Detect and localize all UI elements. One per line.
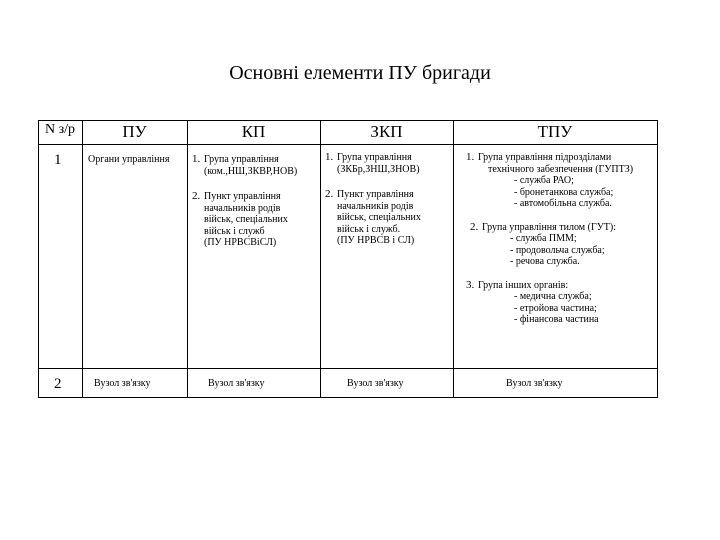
row-1-tpu <box>466 152 633 326</box>
col-divider-4 <box>453 120 454 398</box>
table-bottom-border <box>38 397 658 398</box>
tpu-group-3-sub: - медична служба; <box>514 291 592 302</box>
tpu-group-1-head: технічного забезпечення (ГУПТЗ) <box>488 163 634 175</box>
header-tpu: ТПУ <box>537 122 573 141</box>
row-2-num: 2 <box>54 376 62 392</box>
zkp-item-2-line: начальників родів <box>337 200 414 212</box>
tpu-group-1 <box>466 152 633 210</box>
table-left-border <box>38 120 39 398</box>
row-divider <box>38 368 658 369</box>
tpu-group-3-sub: - фінансова частина <box>514 314 599 325</box>
page-title: Основні елементи ПУ бригади <box>229 62 491 84</box>
tpu-group-2-sub: - речова служба. <box>510 256 580 267</box>
kp-item-1-line: (ком.,НШ,ЗКВР,НОВ) <box>204 165 298 177</box>
kp-item-1-num: 1. <box>192 153 201 165</box>
tpu-group-1-num: 1. <box>466 151 475 163</box>
tpu-group-2-head: Група управління тилом (ГУТ): <box>482 221 617 233</box>
zkp-item-1-line: Група управління <box>337 152 412 163</box>
col-divider-2 <box>187 120 188 398</box>
tpu-group-1-sub: - служба РАО; <box>514 175 574 186</box>
row-2-zkp: Вузол зв'язку <box>347 378 404 389</box>
col-divider-3 <box>320 120 321 398</box>
row-1-zkp <box>325 152 421 247</box>
zkp-item-2-line: військ, спеціальних <box>337 212 421 223</box>
kp-item-1-line: Група управління <box>204 154 279 165</box>
kp-item-2-line: начальників родів <box>204 202 281 214</box>
zkp-item-1-num: 1. <box>325 151 334 163</box>
row-1-kp <box>192 154 297 249</box>
col-divider-1 <box>82 120 83 398</box>
tpu-group-3-num: 3. <box>466 278 475 291</box>
zkp-item-2 <box>325 189 421 247</box>
tpu-group-2-sub: - служба ПММ; <box>510 233 577 244</box>
kp-item-2-line: Пункт управління <box>204 191 281 202</box>
header-pu: ПУ <box>122 122 147 141</box>
zkp-item-1 <box>325 152 421 175</box>
tpu-group-3 <box>466 280 633 326</box>
row-2-tpu: Вузол зв'язку <box>506 378 563 389</box>
row-1-num: 1 <box>54 152 62 168</box>
kp-item-2-line: військ, спеціальних <box>204 214 288 225</box>
tpu-group-2-sub: - продовольча служба; <box>510 244 605 256</box>
tpu-group-1-sub: - бронетанкова служба; <box>514 186 614 198</box>
tpu-group-1-sub: - автомобільна служба. <box>514 198 612 209</box>
elements-table <box>38 120 658 398</box>
zkp-item-1-line: (ЗКБр,ЗНШ,ЗНОВ) <box>337 163 420 175</box>
zkp-item-2-num: 2. <box>325 188 334 200</box>
tpu-group-2 <box>470 222 633 268</box>
zkp-item-2-line: Пункт управління <box>337 189 414 200</box>
header-zkp: ЗКП <box>370 122 403 141</box>
tpu-group-3-head: Група інших органів: <box>478 279 569 291</box>
table-right-border <box>657 120 658 398</box>
tpu-group-1-head: Група управління підрозділами <box>478 152 612 163</box>
kp-item-2-num: 2. <box>192 190 201 202</box>
kp-item-2-line: військ і служб <box>204 225 265 237</box>
header-num: N з/р <box>44 122 76 137</box>
kp-item-2 <box>192 191 297 249</box>
zkp-item-2-line: військ і служб. <box>337 223 401 235</box>
zkp-item-2-line: (ПУ НРВСВ і СЛ) <box>337 235 415 246</box>
tpu-group-3-sub: - етройова частина; <box>514 302 597 314</box>
row-2-pu: Вузол зв'язку <box>94 378 151 389</box>
kp-item-2-line: (ПУ НРВСВіСЛ) <box>204 237 277 248</box>
kp-item-1 <box>192 154 297 177</box>
table-top-border <box>38 120 658 121</box>
header-divider <box>38 144 658 145</box>
row-1-pu: Органи управління <box>88 154 170 165</box>
header-kp: КП <box>241 122 266 141</box>
row-2-kp: Вузол зв'язку <box>208 378 265 389</box>
tpu-group-2-num: 2. <box>470 220 479 233</box>
